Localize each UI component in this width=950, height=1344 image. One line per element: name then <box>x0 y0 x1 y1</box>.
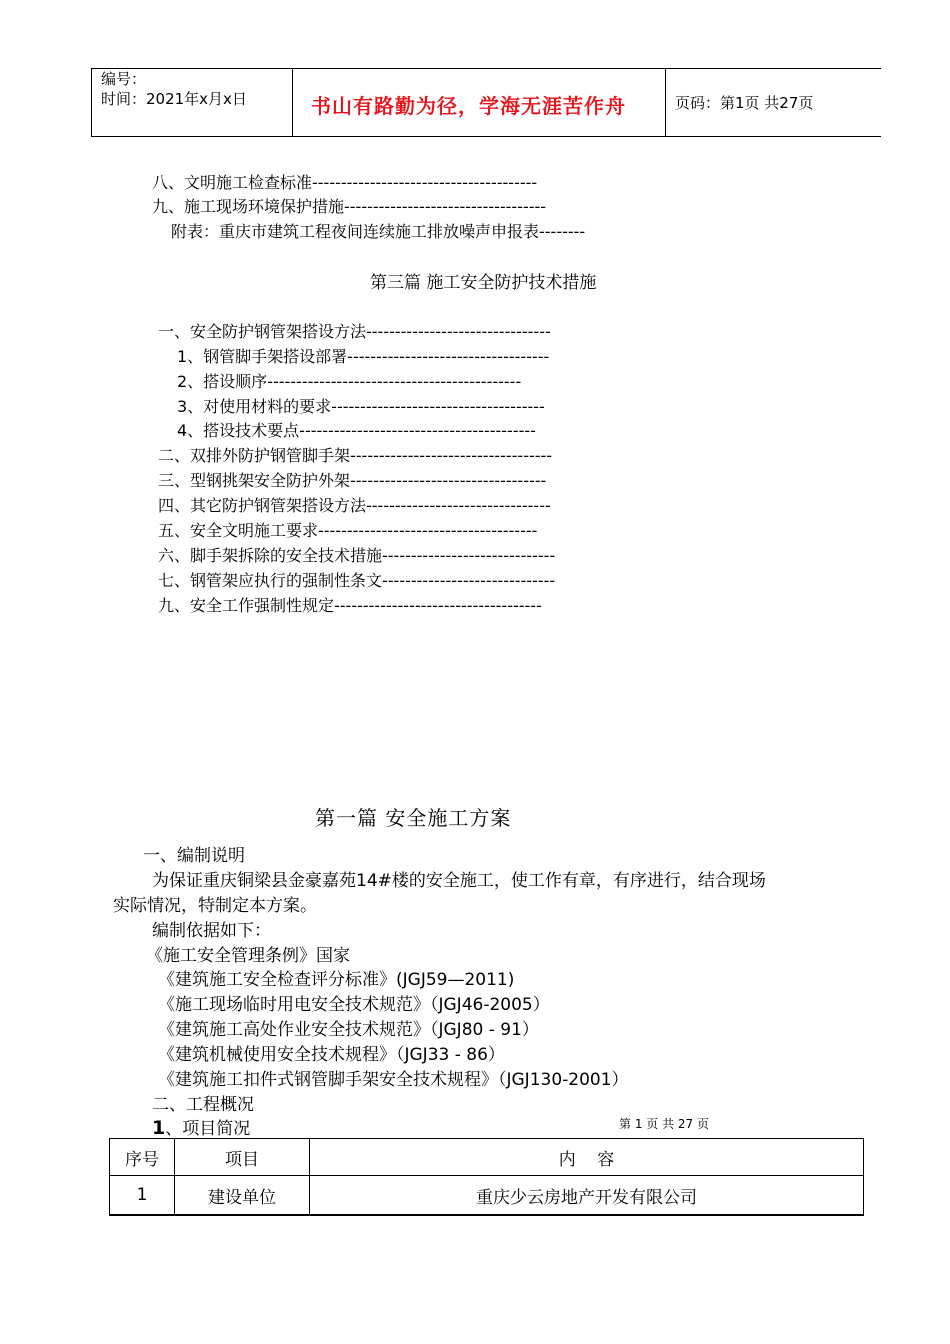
table-cell: 1 <box>110 1176 175 1216</box>
header-number-label: 编号： <box>101 70 147 88</box>
toc-item: 二、双排外防护钢管脚手架----------------------------------- <box>158 446 553 465</box>
table-row <box>110 1176 864 1216</box>
toc-item: 八、文明施工检查标准--------------------------------------- <box>152 173 538 192</box>
toc-item: 三、型钢挑架安全防护外架---------------------------------- <box>158 471 547 490</box>
page-title: 第一篇 安全施工方案 <box>315 806 512 830</box>
toc-item: 九、施工现场环境保护措施----------------------------------- <box>152 197 547 216</box>
toc-item: 1、钢管脚手架搭设部署----------------------------------- <box>177 347 550 366</box>
basis-item: 《建筑施工扣件式钢管脚手架安全技术规程》（JGJ130-2001） <box>158 1070 629 1090</box>
section-heading: 一、编制说明 <box>143 846 245 866</box>
toc-item: 五、安全文明施工要求-------------------------------------- <box>158 521 538 540</box>
basis-item: 《建筑机械使用安全技术规程》（JGJ33 - 86） <box>158 1045 505 1065</box>
header-page-info: 页码：第1页 共27页 <box>675 94 814 112</box>
paragraph-line: 为保证重庆铜梁县金豪嘉苑14#楼的安全施工，使工作有章，有序进行，结合现场 <box>152 871 766 891</box>
toc-item: 4、搭设技术要点----------------------------------------- <box>177 421 536 440</box>
page-header <box>91 68 881 137</box>
table-header-cell: 项目 <box>175 1139 310 1176</box>
toc-item: 九、安全工作强制性规定------------------------------------ <box>158 596 542 615</box>
header-time-label: 时间：2021年x月x日 <box>101 90 247 108</box>
table-header-cell: 序号 <box>110 1139 175 1176</box>
header-divider <box>292 69 293 136</box>
section-heading: 二、工程概况 <box>152 1095 254 1115</box>
project-table <box>109 1138 864 1216</box>
header-motto: 书山有路勤为径，学海无涯苦作舟 <box>311 94 626 118</box>
basis-item: 《建筑施工安全检查评分标准》(JGJ59—2011) <box>158 970 515 990</box>
toc-item: 3、对使用材料的要求------------------------------------- <box>177 397 545 416</box>
basis-item: 《建筑施工高处作业安全技术规范》（JGJ80 - 91） <box>158 1020 539 1040</box>
basis-intro: 编制依据如下： <box>152 921 271 941</box>
toc-item: 附表：重庆市建筑工程夜间连续施工排放噪声申报表-------- <box>171 222 586 241</box>
basis-item: 《施工安全管理条例》国家 <box>146 946 350 966</box>
page-footer: 第 1 页 共 27 页 <box>619 1117 709 1131</box>
table-header-cell: 内 容 <box>310 1139 864 1176</box>
subsection-text: 、项目简况 <box>165 1119 251 1139</box>
toc-item: 一、安全防护钢管架搭设方法-------------------------------- <box>158 322 551 341</box>
toc-item: 四、其它防护钢管架搭设方法-------------------------------- <box>158 496 551 515</box>
table-header-row <box>110 1139 864 1176</box>
toc-section3-title: 第三篇 施工安全防护技术措施 <box>370 273 597 293</box>
toc-item: 2、搭设顺序-------------------------------------------- <box>177 372 522 391</box>
header-divider <box>665 69 666 136</box>
paragraph-line: 实际情况，特制定本方案。 <box>113 896 317 916</box>
table-cell: 重庆少云房地产开发有限公司 <box>310 1176 864 1216</box>
table-cell: 建设单位 <box>175 1176 310 1216</box>
header-divider <box>91 69 92 136</box>
subsection-heading <box>152 1114 250 1139</box>
toc-item: 六、脚手架拆除的安全技术措施------------------------------ <box>158 546 556 565</box>
basis-item: 《施工现场临时用电安全技术规范》（JGJ46-2005） <box>158 995 550 1015</box>
toc-item: 七、钢管架应执行的强制性条文------------------------------ <box>158 571 556 590</box>
subsection-number: 1 <box>152 1117 166 1139</box>
